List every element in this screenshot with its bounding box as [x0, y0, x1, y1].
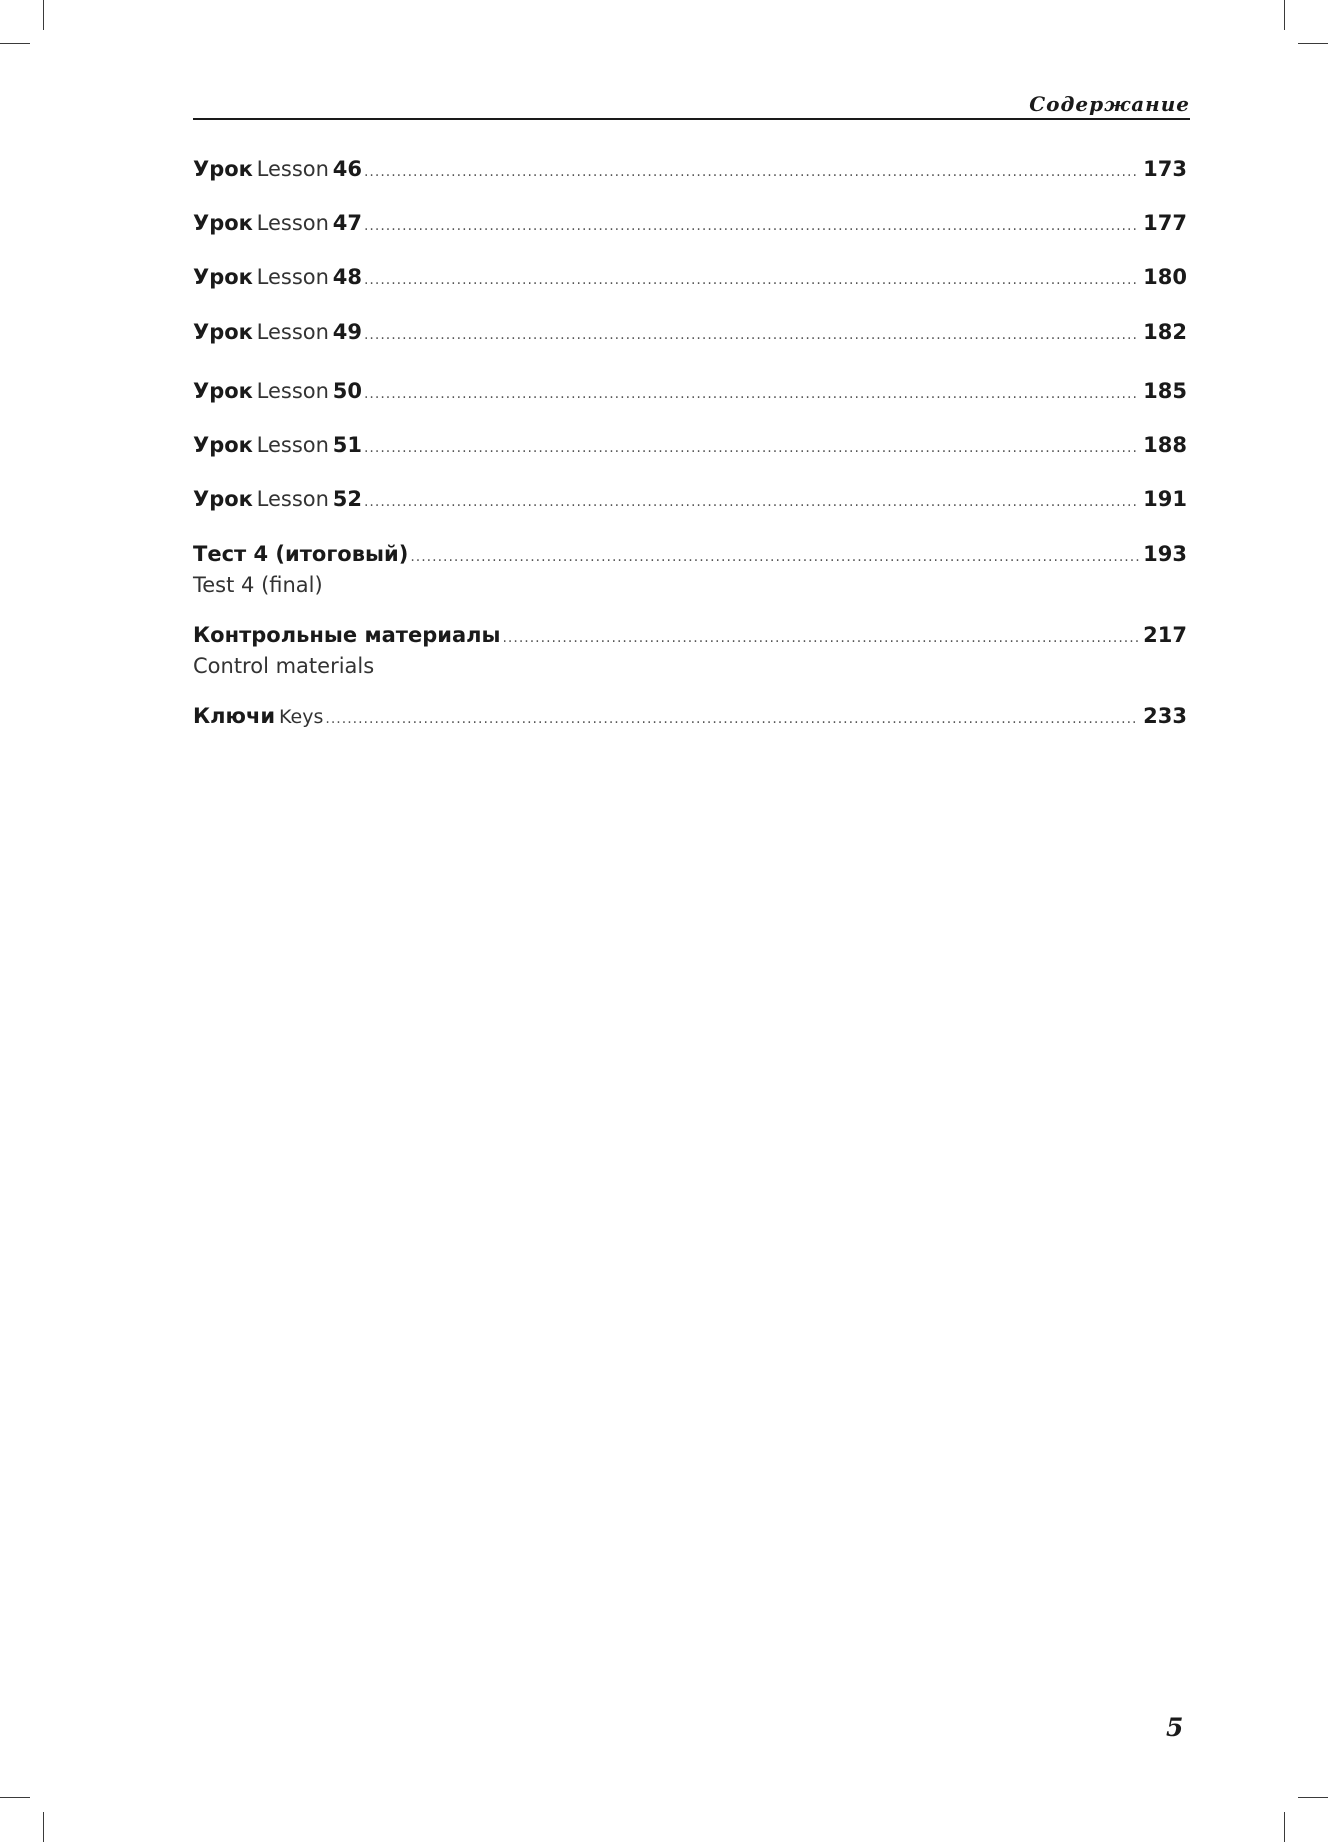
dot-leader — [502, 624, 1139, 652]
entry-label-en: Lesson — [256, 265, 329, 289]
toc-entry-lesson-52[interactable] — [193, 485, 1187, 516]
entry-label: Урок — [193, 433, 253, 457]
entry-label: Контрольные материалы — [193, 623, 501, 647]
toc-entry-lesson-49[interactable] — [193, 318, 1187, 349]
toc-entry-test-4[interactable] — [193, 540, 1187, 599]
crop-mark — [43, 1812, 44, 1842]
header-title: Содержание — [1029, 92, 1190, 116]
entry-page: 217 — [1143, 623, 1187, 647]
entry-label-en: Lesson — [256, 433, 329, 457]
dot-leader — [364, 488, 1139, 516]
entry-label-en: Keys — [279, 706, 324, 728]
entry-page: 182 — [1143, 320, 1187, 344]
entry-number: 52 — [332, 487, 362, 511]
entry-label: Тест 4 (итоговый) — [193, 542, 409, 566]
crop-mark — [1284, 1812, 1285, 1842]
crop-mark — [1298, 1797, 1328, 1798]
crop-mark — [43, 0, 44, 30]
crop-mark — [0, 1797, 30, 1798]
page-number: 5 — [1166, 1713, 1184, 1742]
entry-label: Урок — [193, 320, 253, 344]
crop-mark — [1284, 0, 1285, 30]
toc-entry-lesson-50[interactable] — [193, 377, 1187, 408]
toc-entry-lesson-48[interactable] — [193, 263, 1187, 294]
crop-mark — [1298, 43, 1328, 44]
dot-leader — [364, 434, 1139, 462]
entry-number: 46 — [332, 157, 362, 181]
dot-leader — [364, 212, 1139, 240]
toc-entry-lesson-46[interactable] — [193, 155, 1187, 186]
entry-page: 180 — [1143, 265, 1187, 289]
entry-subtitle: Test 4 (final) — [193, 573, 323, 597]
entry-label: Урок — [193, 487, 253, 511]
toc-entry-lesson-51[interactable] — [193, 431, 1187, 462]
entry-label-en: Lesson — [256, 487, 329, 511]
toc-entry-control-materials[interactable] — [193, 621, 1187, 680]
entry-page: 191 — [1143, 487, 1187, 511]
entry-label-en: Lesson — [256, 211, 329, 235]
entry-label: Ключи — [193, 704, 276, 728]
entry-label: Урок — [193, 265, 253, 289]
entry-subtitle: Control materials — [193, 654, 375, 678]
dot-leader — [364, 158, 1139, 186]
entry-number: 50 — [332, 379, 362, 403]
entry-label: Урок — [193, 379, 253, 403]
entry-number: 51 — [332, 433, 362, 457]
dot-leader — [410, 543, 1139, 571]
entry-page: 173 — [1143, 157, 1187, 181]
entry-page: 177 — [1143, 211, 1187, 235]
entry-label-en: Lesson — [256, 379, 329, 403]
crop-mark — [0, 43, 30, 44]
entry-number: 49 — [332, 320, 362, 344]
entry-label-en: Lesson — [256, 157, 329, 181]
dot-leader — [364, 321, 1139, 349]
entry-label: Урок — [193, 157, 253, 181]
entry-page: 188 — [1143, 433, 1187, 457]
entry-page: 233 — [1143, 704, 1187, 728]
entry-number: 48 — [332, 265, 362, 289]
dot-leader — [364, 266, 1139, 294]
running-header — [193, 88, 1190, 120]
toc-entry-keys[interactable] — [193, 702, 1187, 733]
toc-entry-lesson-47[interactable] — [193, 209, 1187, 240]
entry-page: 193 — [1143, 542, 1187, 566]
entry-page: 185 — [1143, 379, 1187, 403]
entry-label-en: Lesson — [256, 320, 329, 344]
dot-leader — [325, 705, 1139, 733]
dot-leader — [364, 380, 1139, 408]
entry-number: 47 — [332, 211, 362, 235]
entry-label: Урок — [193, 211, 253, 235]
